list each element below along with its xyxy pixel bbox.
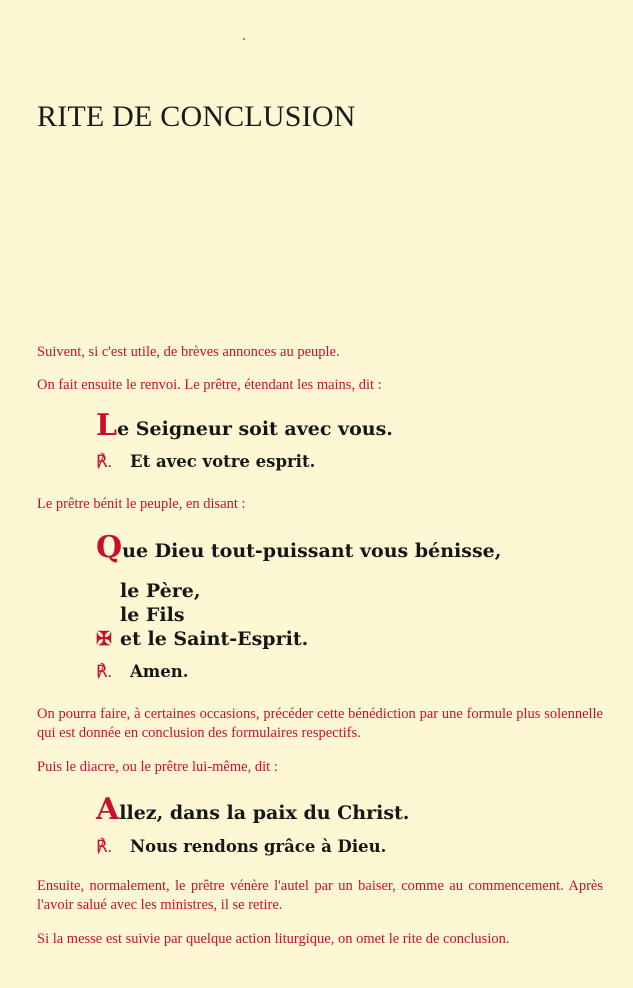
dismissal-response: [96, 837, 386, 857]
blessing-text-4: et le Saint-Esprit.: [120, 628, 309, 650]
dismissal-text: llez, dans la paix du Christ.: [119, 802, 410, 824]
blessing-initial: Q: [96, 530, 123, 565]
greeting-text: e Seigneur soit avec vous.: [117, 418, 393, 440]
greeting-line: [96, 408, 393, 443]
response-mark: ℟.: [96, 662, 112, 681]
blessing-line-2: le Père,: [120, 580, 201, 602]
rubric-veneration: Ensuite, normalement, le prêtre vénère l'autel par un baiser, comme au commencement. Après l'avoir salué avec les ministres, il se retire.: [37, 878, 603, 913]
rubric-dismissal-intro: On fait ensuite le renvoi. Le prêtre, étendant les mains, dit :: [37, 377, 382, 393]
blessing-line-1: [96, 530, 502, 565]
page-speck: [243, 38, 245, 40]
response-mark: ℟.: [96, 452, 112, 471]
dismissal-line: [96, 792, 410, 827]
rubric-blessing-intro: Le prêtre bénit le peuple, en disant :: [37, 496, 246, 512]
page-title: RITE DE CONCLUSION: [37, 100, 356, 133]
rubric-deacon-intro: Puis le diacre, ou le prêtre lui-même, dit :: [37, 759, 278, 775]
blessing-text-1: ue Dieu tout-puissant vous bénisse,: [122, 540, 502, 562]
greeting-response-text: Et avec votre esprit.: [130, 452, 316, 471]
blessing-response-text: Amen.: [130, 662, 189, 681]
greeting-initial: L: [96, 408, 118, 443]
rubric-announcements: Suivent, si c'est utile, de brèves annonces au peuple.: [37, 344, 340, 360]
blessing-line-3: le Fils: [120, 604, 185, 626]
greeting-response: [96, 452, 315, 472]
cross-icon: ✠: [96, 628, 112, 650]
dismissal-response-text: Nous rendons grâce à Dieu.: [130, 837, 387, 856]
blessing-line-4: [96, 628, 308, 650]
rubric-solemn-option: On pourra faire, à certaines occasions, précéder cette bénédiction par une formule plus solennelle qui est donnée en conclusion des formulaires respectifs.: [37, 706, 603, 741]
dismissal-initial: A: [96, 792, 120, 827]
rubric-omission: Si la messe est suivie par quelque action liturgique, on omet le rite de conclusion.: [37, 931, 510, 947]
blessing-response: [96, 662, 189, 682]
response-mark: ℟.: [96, 837, 112, 856]
